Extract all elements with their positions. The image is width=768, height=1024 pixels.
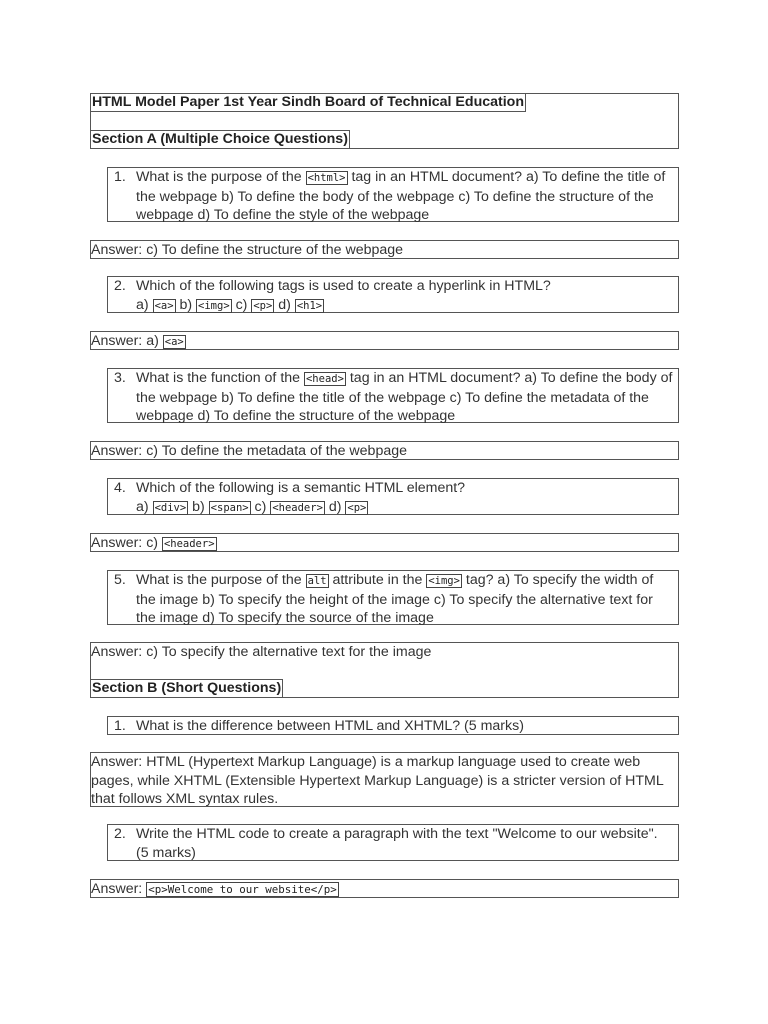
code-tag: <html> (307, 172, 346, 184)
code-tag: <header> (163, 538, 215, 550)
short-question-2 (107, 824, 679, 861)
answer-5-block (90, 642, 679, 698)
question-number: 5. (114, 572, 126, 588)
code-tag: <div> (154, 501, 187, 514)
short-answer-1 (90, 752, 679, 807)
code-tag: <header> (272, 501, 323, 514)
answer-text: Answer: HTML (Hypertext Markup Language) is a markup language used to create web pages, while XHTML (Extensible Hypertext Markup Language) is a stricter version of HTML that follows XML syntax rules. (91, 754, 664, 807)
code-tag: <img> (428, 575, 460, 587)
option-label: c) (231, 296, 252, 313)
answer-text: Answer: c) (91, 535, 162, 551)
answer-1 (90, 240, 679, 259)
answer-2 (90, 331, 679, 350)
answer-text: Answer: c) To specify the alternative text for the image (91, 644, 432, 660)
section-a-heading: Section A (Multiple Choice Questions) (92, 131, 348, 147)
option-label: c) (250, 498, 271, 515)
question-text: What is the function of the (136, 370, 304, 386)
question-text: What is the purpose of the (136, 572, 306, 588)
code-tag: <img> (198, 299, 230, 312)
question-text: Which of the following tags is used to create a hyperlink in HTML? (136, 278, 551, 294)
code-tag: <a> (154, 299, 174, 312)
code-tag: <h1> (296, 299, 323, 312)
code-tag: <a> (164, 336, 184, 348)
answer-text: Answer: c) To define the structure of the webpage (91, 242, 404, 258)
question-1 (107, 167, 679, 222)
question-3 (107, 368, 679, 423)
question-text: attribute in the (328, 572, 427, 588)
option-label: d) (324, 498, 346, 515)
code-tag: <p> (347, 501, 367, 514)
answer-3 (90, 441, 679, 460)
section-b-heading: Section B (Short Questions) (92, 680, 282, 696)
question-text: tag? a) To specify the width of the image b) To specify the height of the image c) To specify the alternative text for the image d) To specify the source of the image (136, 572, 654, 626)
option-label: b) (175, 296, 197, 313)
code-tag: <p> (253, 299, 273, 312)
question-number: 1. (114, 718, 126, 734)
question-number: 3. (114, 370, 126, 386)
option-label: a) (136, 498, 153, 515)
question-text: Write the HTML code to create a paragraph with the text "Welcome to our website". (5 marks) (136, 826, 658, 861)
answer-text: Answer: (91, 881, 147, 897)
question-text: tag in an HTML document? a) To define the body of the webpage b) To define the title of the webpage c) To define the metadata of the webpage d) To define the structure of the webpage (136, 370, 673, 424)
short-question-1 (107, 716, 679, 735)
question-text: What is the difference between HTML and XHTML? (5 marks) (136, 718, 524, 734)
code-snippet: <p>Welcome to our website</p> (148, 883, 337, 896)
option-label: b) (188, 498, 209, 515)
document-title: HTML Model Paper 1st Year Sindh Board of Technical Education (92, 94, 525, 110)
answer-text: Answer: a) (91, 333, 163, 349)
option-label: a) (136, 296, 153, 313)
question-number: 2. (114, 826, 126, 842)
question-text: tag in an HTML document? a) To define the title of the webpage b) To define the body of the webpage c) To define the structure of the webpage d) To define the style of the webpage (136, 169, 666, 223)
question-4 (107, 478, 679, 515)
question-5 (107, 570, 679, 625)
answer-text: Answer: c) To define the metadata of the webpage (91, 443, 408, 459)
short-answer-2 (90, 879, 679, 898)
header-block (90, 93, 679, 149)
question-text: What is the purpose of the (136, 169, 306, 185)
question-number: 4. (114, 480, 126, 496)
answer-4 (90, 533, 679, 552)
option-label: d) (274, 296, 295, 313)
question-2 (107, 276, 679, 313)
code-tag: <head> (305, 373, 344, 385)
question-text: Which of the following is a semantic HTML element? (136, 480, 466, 496)
question-number: 1. (114, 169, 126, 185)
code-attribute: alt (307, 575, 327, 587)
question-number: 2. (114, 278, 126, 294)
code-tag: <span> (210, 501, 249, 514)
